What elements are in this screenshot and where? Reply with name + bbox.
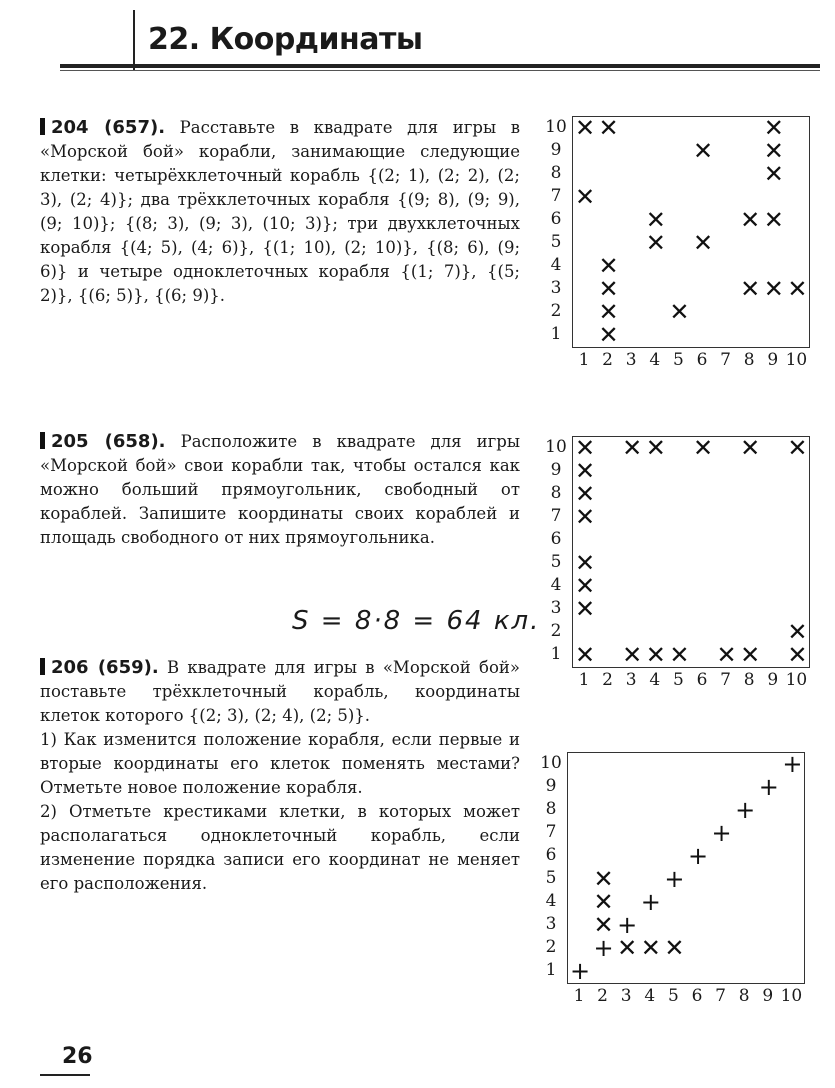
y-axis-label: 3	[550, 598, 562, 618]
cross-mark: ✕	[574, 480, 596, 508]
plus-mark: +	[569, 957, 591, 985]
cross-mark: ✕	[692, 229, 714, 257]
cross-mark: ✕	[787, 641, 808, 669]
cross-mark: ✕	[574, 641, 596, 669]
cross-mark: ✕	[598, 275, 619, 303]
x-axis-label: 8	[743, 350, 755, 370]
x-axis-label: 1	[573, 986, 585, 1006]
cross-mark: ✕	[574, 114, 596, 142]
y-axis-label: 6	[545, 845, 557, 865]
header-rule-thin	[60, 70, 820, 71]
x-axis-label: 1	[578, 350, 590, 370]
x-axis-label: 9	[767, 350, 779, 370]
x-axis-label: 10	[780, 986, 803, 1006]
y-axis-label: 6	[550, 209, 562, 229]
cross-mark: ✕	[740, 275, 761, 303]
x-axis-label: 3	[625, 350, 637, 370]
y-axis-label: 4	[550, 575, 562, 595]
x-axis-label: 7	[715, 986, 726, 1006]
x-axis-label: 10	[785, 670, 808, 690]
cross-mark: ✕	[763, 206, 784, 234]
cross-mark: ✕	[787, 275, 808, 303]
y-axis-label: 1	[550, 324, 562, 344]
y-axis-label: 10	[545, 117, 567, 137]
page-number: 26	[62, 1044, 93, 1069]
plus-mark: +	[640, 888, 661, 916]
y-axis-label: 6	[550, 529, 562, 549]
cross-mark: ✕	[669, 641, 690, 669]
x-axis-label: 6	[696, 350, 708, 370]
plus-mark: +	[758, 773, 779, 801]
y-axis-label: 10	[540, 753, 562, 773]
cross-mark: ✕	[593, 865, 614, 893]
y-axis-label: 5	[545, 868, 557, 888]
cross-mark: ✕	[664, 934, 685, 962]
y-axis-label: 7	[550, 506, 562, 526]
cross-mark: ✕	[645, 641, 666, 669]
y-axis-label: 2	[550, 621, 562, 641]
battleship-grid-205	[572, 436, 810, 668]
y-axis-label: 8	[545, 799, 557, 819]
plus-mark: +	[617, 911, 638, 939]
y-axis-label: 2	[550, 301, 562, 321]
cross-mark: ✕	[787, 434, 808, 462]
y-axis-label: 9	[550, 140, 562, 160]
x-axis-label: 3	[620, 986, 632, 1006]
x-axis-label: 9	[767, 670, 779, 690]
x-axis-label: 8	[738, 986, 750, 1006]
cross-mark: ✕	[617, 934, 638, 962]
cross-mark: ✕	[645, 434, 666, 462]
task-204	[40, 116, 520, 308]
page-title: 22. Координаты	[148, 22, 423, 57]
y-axis-label: 9	[550, 460, 562, 480]
cross-mark: ✕	[645, 206, 666, 234]
task-number: 204 (657).	[40, 117, 165, 138]
task-number: 206 (659).	[40, 657, 159, 678]
cross-mark: ✕	[598, 321, 619, 349]
cross-mark: ✕	[669, 298, 690, 326]
y-axis-label: 10	[545, 437, 567, 457]
x-axis-label: 7	[720, 350, 731, 370]
task-item: 1) Как изменится положение корабля, если первые и вторые координаты его клеток поменять местами? Отметьте новое положение корабля.	[40, 730, 520, 797]
y-axis-label: 7	[545, 822, 557, 842]
battleship-grid-204	[572, 116, 810, 348]
y-axis-label: 2	[545, 937, 557, 957]
plus-mark: +	[687, 842, 709, 870]
y-axis-label: 3	[550, 278, 562, 298]
y-axis-label: 5	[550, 552, 562, 572]
cross-mark: ✕	[640, 934, 661, 962]
x-axis-label: 5	[672, 670, 684, 690]
x-axis-label: 5	[672, 350, 684, 370]
task-205	[40, 430, 520, 550]
cross-mark: ✕	[692, 434, 714, 462]
plus-mark: +	[735, 796, 756, 824]
y-axis-label: 4	[550, 255, 562, 275]
cross-mark: ✕	[593, 911, 614, 939]
y-axis-label: 9	[545, 776, 557, 796]
x-axis-label: 6	[696, 670, 708, 690]
plus-mark: +	[593, 934, 614, 962]
cross-mark: ✕	[622, 434, 643, 462]
cross-mark: ✕	[574, 503, 596, 531]
battleship-grid-206	[567, 752, 805, 984]
plus-mark: +	[782, 750, 803, 778]
cross-mark: ✕	[574, 595, 596, 623]
cross-mark: ✕	[574, 457, 596, 485]
cross-mark: ✕	[763, 137, 784, 165]
cross-mark: ✕	[692, 137, 714, 165]
cross-mark: ✕	[622, 641, 643, 669]
task-number: 205 (658).	[40, 431, 166, 452]
y-axis-label: 7	[550, 186, 562, 206]
x-axis-label: 5	[667, 986, 679, 1006]
cross-mark: ✕	[716, 641, 737, 669]
y-axis-label: 1	[550, 644, 562, 664]
plus-mark: +	[664, 865, 685, 893]
task-206	[40, 656, 520, 896]
x-axis-label: 2	[602, 670, 613, 690]
cross-mark: ✕	[645, 229, 666, 257]
x-axis-label: 8	[743, 670, 755, 690]
cross-mark: ✕	[740, 434, 761, 462]
cross-mark: ✕	[574, 434, 596, 462]
x-axis-label: 1	[578, 670, 590, 690]
task-text: В квадрате для игры в «Морской бой» поставьте трёхклеточный корабль, координаты клеток которого {(2; 3), (2; 4), (2; 5)}.	[40, 658, 520, 725]
y-axis-label: 3	[545, 914, 557, 934]
handwritten-answer: S = 8·8 = 64 кл.	[292, 606, 541, 636]
task-text: Расставьте в квадрате для игры в «Морской бой» корабли, занимающие следующие клетки: четырёхклеточный корабль {(2; 1), (2; 2), (2; 3), (2; 4)}; два трёхклеточных корабля {(9; 8), (9; 9), (9; 10)}; {(8; 3), (9; 3), (10; 3)}; три двухклеточных корабля {(4; 5), (4; 6)}, {(1; 10), (2; 10)}, {(8; 6), (9; 6)} и четыре одноклеточных корабля {(1; 7)}, {(5; 2)}, {(6; 5)}, {(6; 9)}.	[40, 118, 520, 305]
y-axis-label: 8	[550, 483, 562, 503]
cross-mark: ✕	[598, 252, 619, 280]
x-axis-label: 9	[762, 986, 774, 1006]
y-axis-label: 4	[545, 891, 557, 911]
y-axis-label: 1	[545, 960, 557, 980]
cross-mark: ✕	[574, 183, 596, 211]
cross-mark: ✕	[593, 888, 614, 916]
cross-mark: ✕	[574, 572, 596, 600]
x-axis-label: 4	[644, 986, 656, 1006]
cross-mark: ✕	[598, 114, 619, 142]
cross-mark: ✕	[598, 298, 619, 326]
y-axis-label: 5	[550, 232, 562, 252]
cross-mark: ✕	[763, 275, 784, 303]
task-item: 2) Отметьте крестиками клетки, в которых может располагаться одноклеточный корабль, если изменение порядка записи его координат не меняет его расположения.	[40, 802, 520, 893]
x-axis-label: 10	[785, 350, 808, 370]
cross-mark: ✕	[763, 114, 784, 142]
task-text: Расположите в квадрате для игры «Морской бой» свои корабли так, чтобы остался как можно больший прямоугольник, свободный от кораблей. Запишите координаты своих кораблей и площадь свободного от них прямоугольника.	[40, 432, 520, 547]
cross-mark: ✕	[740, 641, 761, 669]
plus-mark: +	[711, 819, 732, 847]
cross-mark: ✕	[574, 549, 596, 577]
x-axis-label: 7	[720, 670, 731, 690]
x-axis-label: 2	[597, 986, 608, 1006]
cross-mark: ✕	[763, 160, 784, 188]
cross-mark: ✕	[787, 618, 808, 646]
cross-mark: ✕	[740, 206, 761, 234]
x-axis-label: 4	[649, 670, 661, 690]
x-axis-label: 3	[625, 670, 637, 690]
x-axis-label: 2	[602, 350, 613, 370]
header-divider	[133, 10, 135, 70]
x-axis-label: 6	[691, 986, 703, 1006]
page-number-rule	[40, 1074, 90, 1076]
x-axis-label: 4	[649, 350, 661, 370]
header-rule	[60, 64, 820, 68]
y-axis-label: 8	[550, 163, 562, 183]
